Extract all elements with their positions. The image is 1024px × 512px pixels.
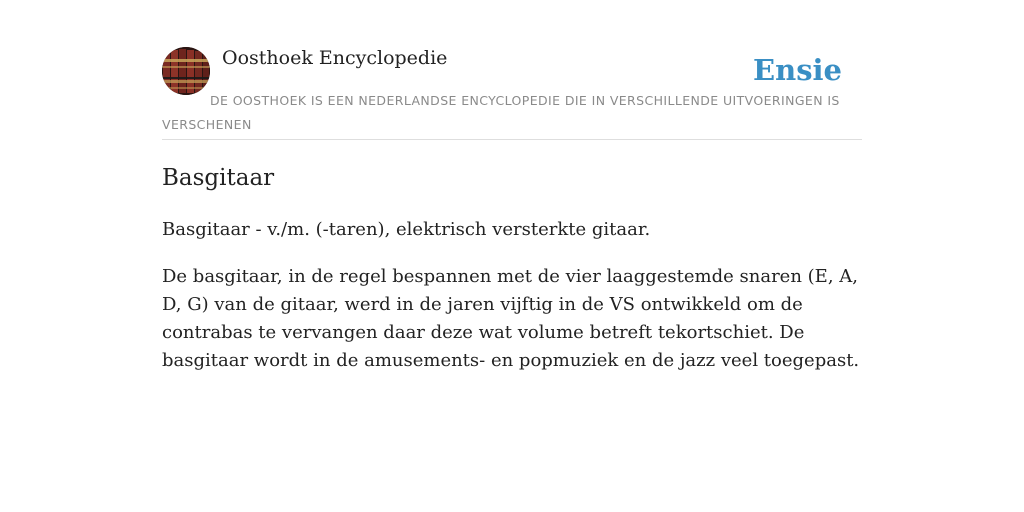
site-title-link[interactable]: Oosthoek Encyclopedie: [222, 47, 448, 69]
page-title: Basgitaar: [162, 165, 275, 191]
site-header: [162, 46, 862, 140]
encyclopedia-books-icon[interactable]: [162, 47, 210, 95]
body-paragraph: De basgitaar, in de regel bespannen met de vier laaggestemde snaren (E, A, D, G) van de gitaar, werd in de jaren vijftig in de VS ontwikkeld om de contrabas te vervangen daar deze wat volume betreft tekortschiet. De basgitaar wordt in de amusements- en popmuziek en de jazz veel toegepast.: [162, 266, 860, 371]
article: [162, 162, 862, 375]
site-description: DE OOSTHOEK IS EEN NEDERLANDSE ENCYCLOPEDIE DIE IN VERSCHILLENDE UITVOERINGEN IS VERSCHENEN: [162, 93, 840, 132]
brand-logo-link[interactable]: Ensie: [753, 53, 842, 87]
definition-paragraph: Basgitaar - v./m. (-taren), elektrisch versterkte gitaar.: [162, 219, 651, 240]
